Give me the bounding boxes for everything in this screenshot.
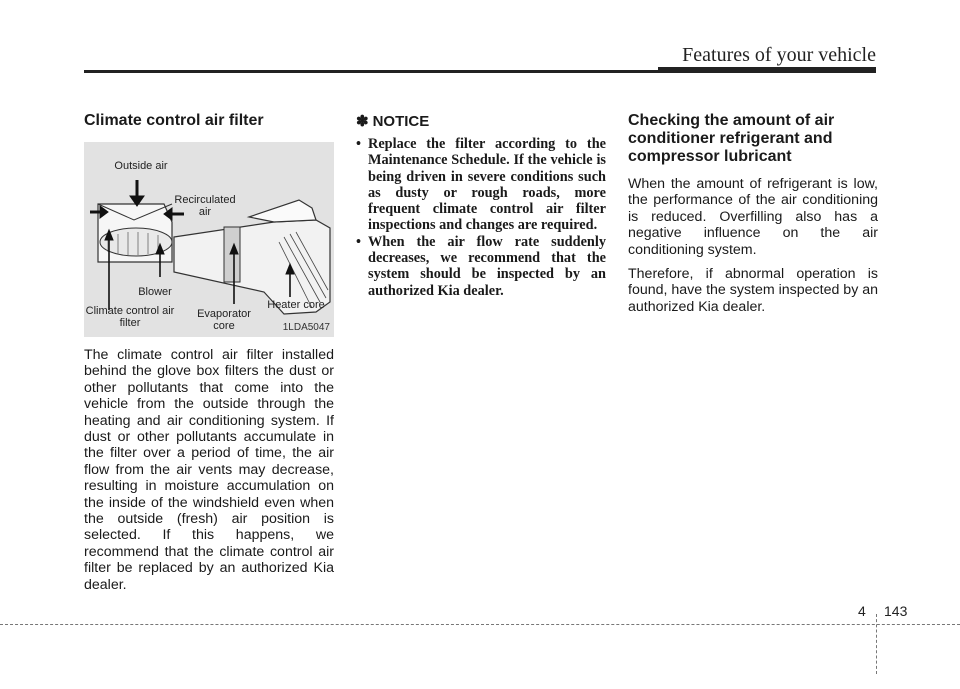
label-recirculated-air: Recirculated air	[174, 194, 236, 218]
notice-item: • Replace the filter according to the Maintenance Schedule. If the vehicle is being driven in severe conditions such as dusty or rough roads, more frequent climate control air filter inspections and changes are required.	[356, 136, 606, 234]
air-filter-diagram	[84, 142, 334, 337]
air-filter-body: The climate control air filter installed behind the glove box filters the dust or other pollutants that come into the vehicle from the outside through the heating and air conditioning system. If dust or other pollutants accumulate in the filter over a period of time, the air flow from the air vents may decrease, resulting in moisture accumulation on the inside of the windshield even when the outside (fresh) air position is selected. If this happens, we recommend that the climate control air filter be replaced by an authorized Kia dealer.	[84, 347, 334, 593]
column-2	[356, 112, 606, 299]
section-heading-air-filter: Climate control air filter	[84, 112, 264, 129]
notice-icon: ✽	[356, 113, 369, 130]
chapter-number: 4	[858, 603, 866, 619]
label-climate-filter: Climate control air filter	[85, 305, 175, 329]
refrigerant-paragraph: When the amount of refrigerant is low, the performance of the air conditioning is reduced. Overfilling also has a negative influence on the air conditioning system.	[628, 176, 878, 258]
notice-title: NOTICE	[372, 113, 430, 130]
footer-rule	[0, 624, 960, 625]
notice-item: • When the air flow rate suddenly decreases, we recommend that the system should be inspected by an authorized Kia dealer.	[356, 234, 606, 299]
column-3	[628, 112, 878, 323]
page-number: 143	[884, 603, 908, 619]
refrigerant-paragraph: Therefore, if abnormal operation is found, have the system inspected by an authorized Kia dealer.	[628, 266, 879, 315]
notice-list	[356, 136, 606, 299]
label-blower: Blower	[138, 286, 172, 298]
notice-heading	[356, 112, 606, 130]
column-1	[84, 112, 334, 601]
header-title: Features of your vehicle	[682, 44, 876, 66]
label-evaporator: Evaporator core	[197, 308, 251, 332]
label-outside-air: Outside air	[114, 160, 168, 172]
label-heater-core: Heater core	[267, 299, 325, 311]
figure-code: 1LDA5047	[282, 322, 330, 333]
header-rule	[84, 70, 876, 73]
footer-divider	[876, 614, 877, 674]
section-heading-refrigerant: Checking the amount of air conditioner refrigerant and compressor lubricant	[628, 112, 835, 165]
